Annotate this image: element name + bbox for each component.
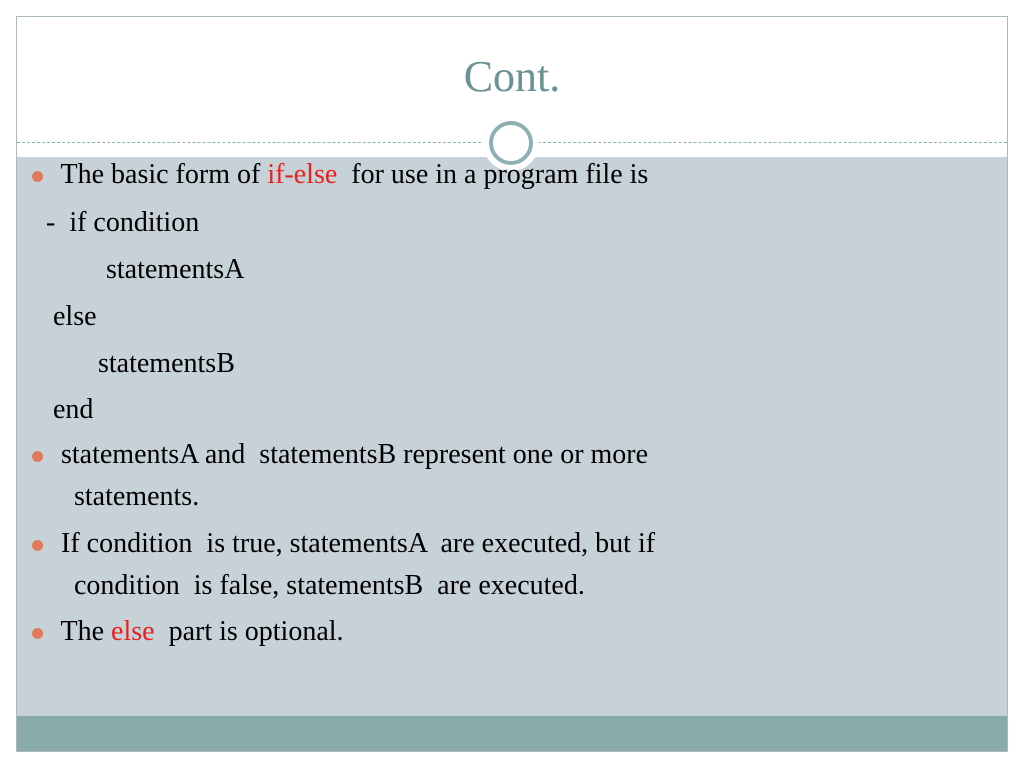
code-line-else: else	[46, 301, 97, 332]
keyword-else: else	[111, 616, 155, 647]
code-line-statements-b: statementsB	[98, 348, 235, 379]
bullet-4-text	[54, 615, 344, 649]
bullet-2-line-2: statements.	[74, 481, 200, 512]
bullet-dot-icon	[32, 628, 43, 639]
bullet-1-text	[54, 158, 648, 192]
bullet-2-line-1: statementsA and statementsB represent one or more	[54, 439, 649, 470]
footer-bar	[17, 716, 1007, 751]
bullet-dot-icon	[32, 540, 43, 551]
bullet-3-line-2: condition is false, statementsB are executed.	[74, 570, 585, 601]
slide-title: Cont.	[463, 52, 561, 101]
bullet-item-4	[28, 615, 344, 749]
text-run: part is optional.	[154, 616, 344, 647]
text-run: The basic form of	[54, 159, 268, 190]
code-line-end: end	[46, 394, 94, 425]
bullet-3-line-1: If condition is true, statementsA are executed, but if	[54, 528, 656, 559]
code-line-statements-a: statementsA	[106, 254, 245, 285]
code-line-if: - if condition	[46, 207, 200, 238]
bullet-dot-icon	[32, 451, 43, 462]
bullet-dot-icon	[32, 171, 43, 182]
text-run: for use in a program file is	[337, 159, 649, 190]
text-run: The	[54, 616, 112, 647]
keyword-if-else: if-else	[267, 159, 338, 190]
